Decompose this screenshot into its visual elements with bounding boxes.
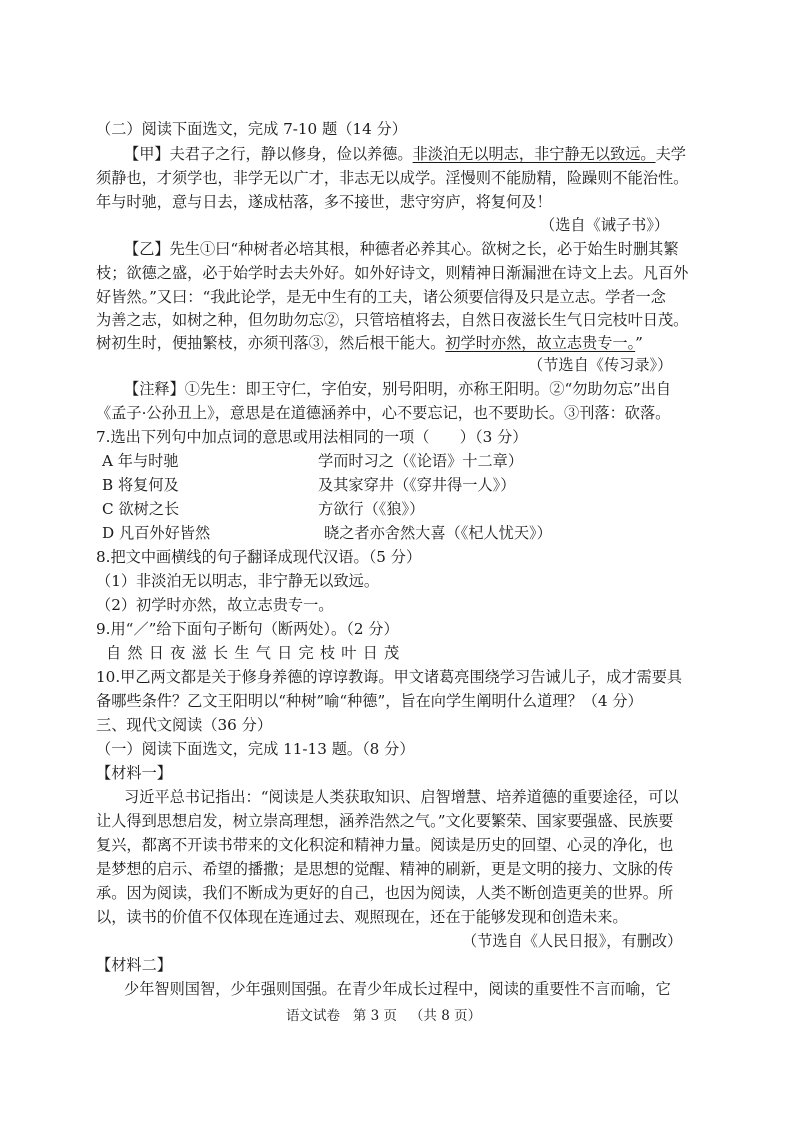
section-heading: （二）阅读下面选文，完成 7-10 题（14 分） — [96, 120, 407, 138]
question-8-sentence-2: （2）初学时亦然，故立志贵专一。 — [96, 596, 334, 614]
passage-yi-line-3: 好皆然。”又曰：“我此论学，是无中生有的工夫，诸公须要信得及只是立志。学者一念 — [96, 288, 666, 306]
material-1-title: 【材料一】 — [96, 764, 172, 782]
part-3-heading: 三、现代文阅读（36 分） — [96, 716, 273, 734]
material-2-line-1: 少年智则国智，少年强则国强。在青少年成长过程中，阅读的重要性不言而喻，它 — [124, 980, 671, 998]
q7-option-b-left: B 将复何及 — [102, 476, 179, 494]
material-1-line-1: 习近平总书记指出：“阅读是人类获取知识、启智增慧、培养道德的重要途径，可以 — [124, 788, 679, 806]
passage-jia-line-3: 年与时驰，意与日去，遂成枯落，多不接世，悲守穷庐，将复何及！ — [96, 193, 552, 211]
q7-option-a-right: 学而时习之（《论语》十二章） — [318, 452, 524, 470]
passage-yi-text: ” — [635, 334, 643, 352]
material-1-line-4: 是梦想的启示、希望的播撒；是思想的觉醒、精神的刷新，更是文明的接力、文脉的传 — [96, 860, 674, 878]
question-10-line-1: 10.甲乙两文都是关于修身养德的谆谆教诲。甲文诸葛亮围绕学习告诫儿子，成才需要具 — [96, 668, 683, 686]
material-1-line-6: 以，读书的价值不仅体现在连通过去、观照现在，还在于能够发现和创造未来。 — [96, 908, 628, 926]
page-footer — [286, 1005, 481, 1027]
passage-yi-line-2: 枝；欲德之盛，必于始学时去夫外好。如外好诗文，则精神日渐漏泄在诗文上去。凡百外 — [96, 264, 689, 282]
passage-yi-text: 树初生时，便抽繁枝，亦须刊落③，然后根干能大。 — [96, 334, 446, 352]
q7-option-b-right: 及其家穿井（《穿井得一人》） — [318, 476, 516, 494]
passage-jia-source: （选自《诫子书》） — [540, 216, 670, 234]
q7-option-d-left: D 凡百外好皆然 — [102, 524, 211, 542]
subsection-1-heading: （一）阅读下面选文，完成 11-13 题。（8 分） — [96, 740, 415, 758]
q7-option-c-left: C 欲树之长 — [102, 500, 180, 518]
passage-yi-line-4: 为善之志，如树之种，但勿助勿忘②，只管培植将去，自然日夜滋长生气日完枝叶日茂。 — [96, 311, 689, 329]
material-1-line-5: 承。因为阅读，我们不断成为更好的自己，也因为阅读，人类不断创造更美的世界。所 — [96, 884, 674, 902]
question-7-stem: 7.选出下列句中加点词的意思或用法相同的一项（ ）（3 分） — [96, 428, 528, 446]
passage-yi-source: （节选自《传习录》） — [528, 356, 673, 374]
material-1-line-2: 让人得到思想启发，树立崇高理想，涵养浩然之气。”文化要繁荣、国家要强盛、民族要 — [96, 812, 674, 830]
passage-jia-line-2: 须静也，才须学也，非学无以广才，非志无以成学。淫慢则不能励精，险躁则不能治性。 — [96, 169, 689, 187]
passage-yi-line-5 — [96, 332, 643, 354]
material-1-source: （节选自《人民日报》，有删改） — [462, 932, 683, 950]
notes-line-1: 【注释】①先生：即王守仁，字伯安，别号阳明，亦称王阳明。②“勿助勿忘”出自 — [124, 380, 672, 398]
underlined-sentence-1: 非淡泊无以明志，非宁静无以致远。 — [412, 145, 656, 163]
question-9-sentence: 自然日夜滋长生气日完枝叶日茂 — [106, 644, 406, 662]
underlined-sentence-2: 初学时亦然，故立志贵专一。 — [445, 334, 636, 352]
passage-jia-line-1 — [124, 143, 686, 165]
question-8-stem: 8.把文中画横线的句子翻译成现代汉语。（5 分） — [96, 548, 422, 566]
question-9-stem: 9.用“／”给下面句子断句（断两处）。（2 分） — [96, 620, 399, 638]
passage-jia-text: 夫学 — [655, 145, 686, 163]
footer-total-pages: （共 8 页） — [409, 1008, 482, 1024]
q7-option-d-right: 晓之者亦舍然大喜（《杞人忧天》） — [324, 524, 552, 542]
q7-option-c-right: 方欲行（《狼》） — [318, 500, 425, 518]
notes-line-2: 《孟子·公孙丑上》，意思是在道德涵养中，心不要忘记，也不要助长。③刊落：砍落。 — [96, 404, 671, 422]
question-8-sentence-1: （1）非淡泊无以明志，非宁静无以致远。 — [96, 572, 380, 590]
passage-jia-text: 【甲】夫君子之行，静以修身，俭以养德。 — [124, 145, 413, 163]
footer-subject: 语文试卷 — [286, 1008, 340, 1024]
passage-yi-line-1: 【乙】先生①曰“种树者必培其根，种德者必养其心。欲树之长，必于始生时删其繁 — [124, 240, 679, 258]
question-10-line-2: 备哪些条件？乙文王阳明以“种树”喻“种德”，旨在向学生阐明什么道理？（4 分） — [96, 692, 643, 710]
material-2-title: 【材料二】 — [96, 956, 172, 974]
footer-page-number: 第 3 页 — [352, 1008, 398, 1024]
q7-option-a-left: A 年与时驰 — [102, 452, 179, 470]
material-1-line-3: 复兴，都离不开读书带来的文化积淀和精神力量。阅读是历史的回望、心灵的净化，也 — [96, 836, 674, 854]
